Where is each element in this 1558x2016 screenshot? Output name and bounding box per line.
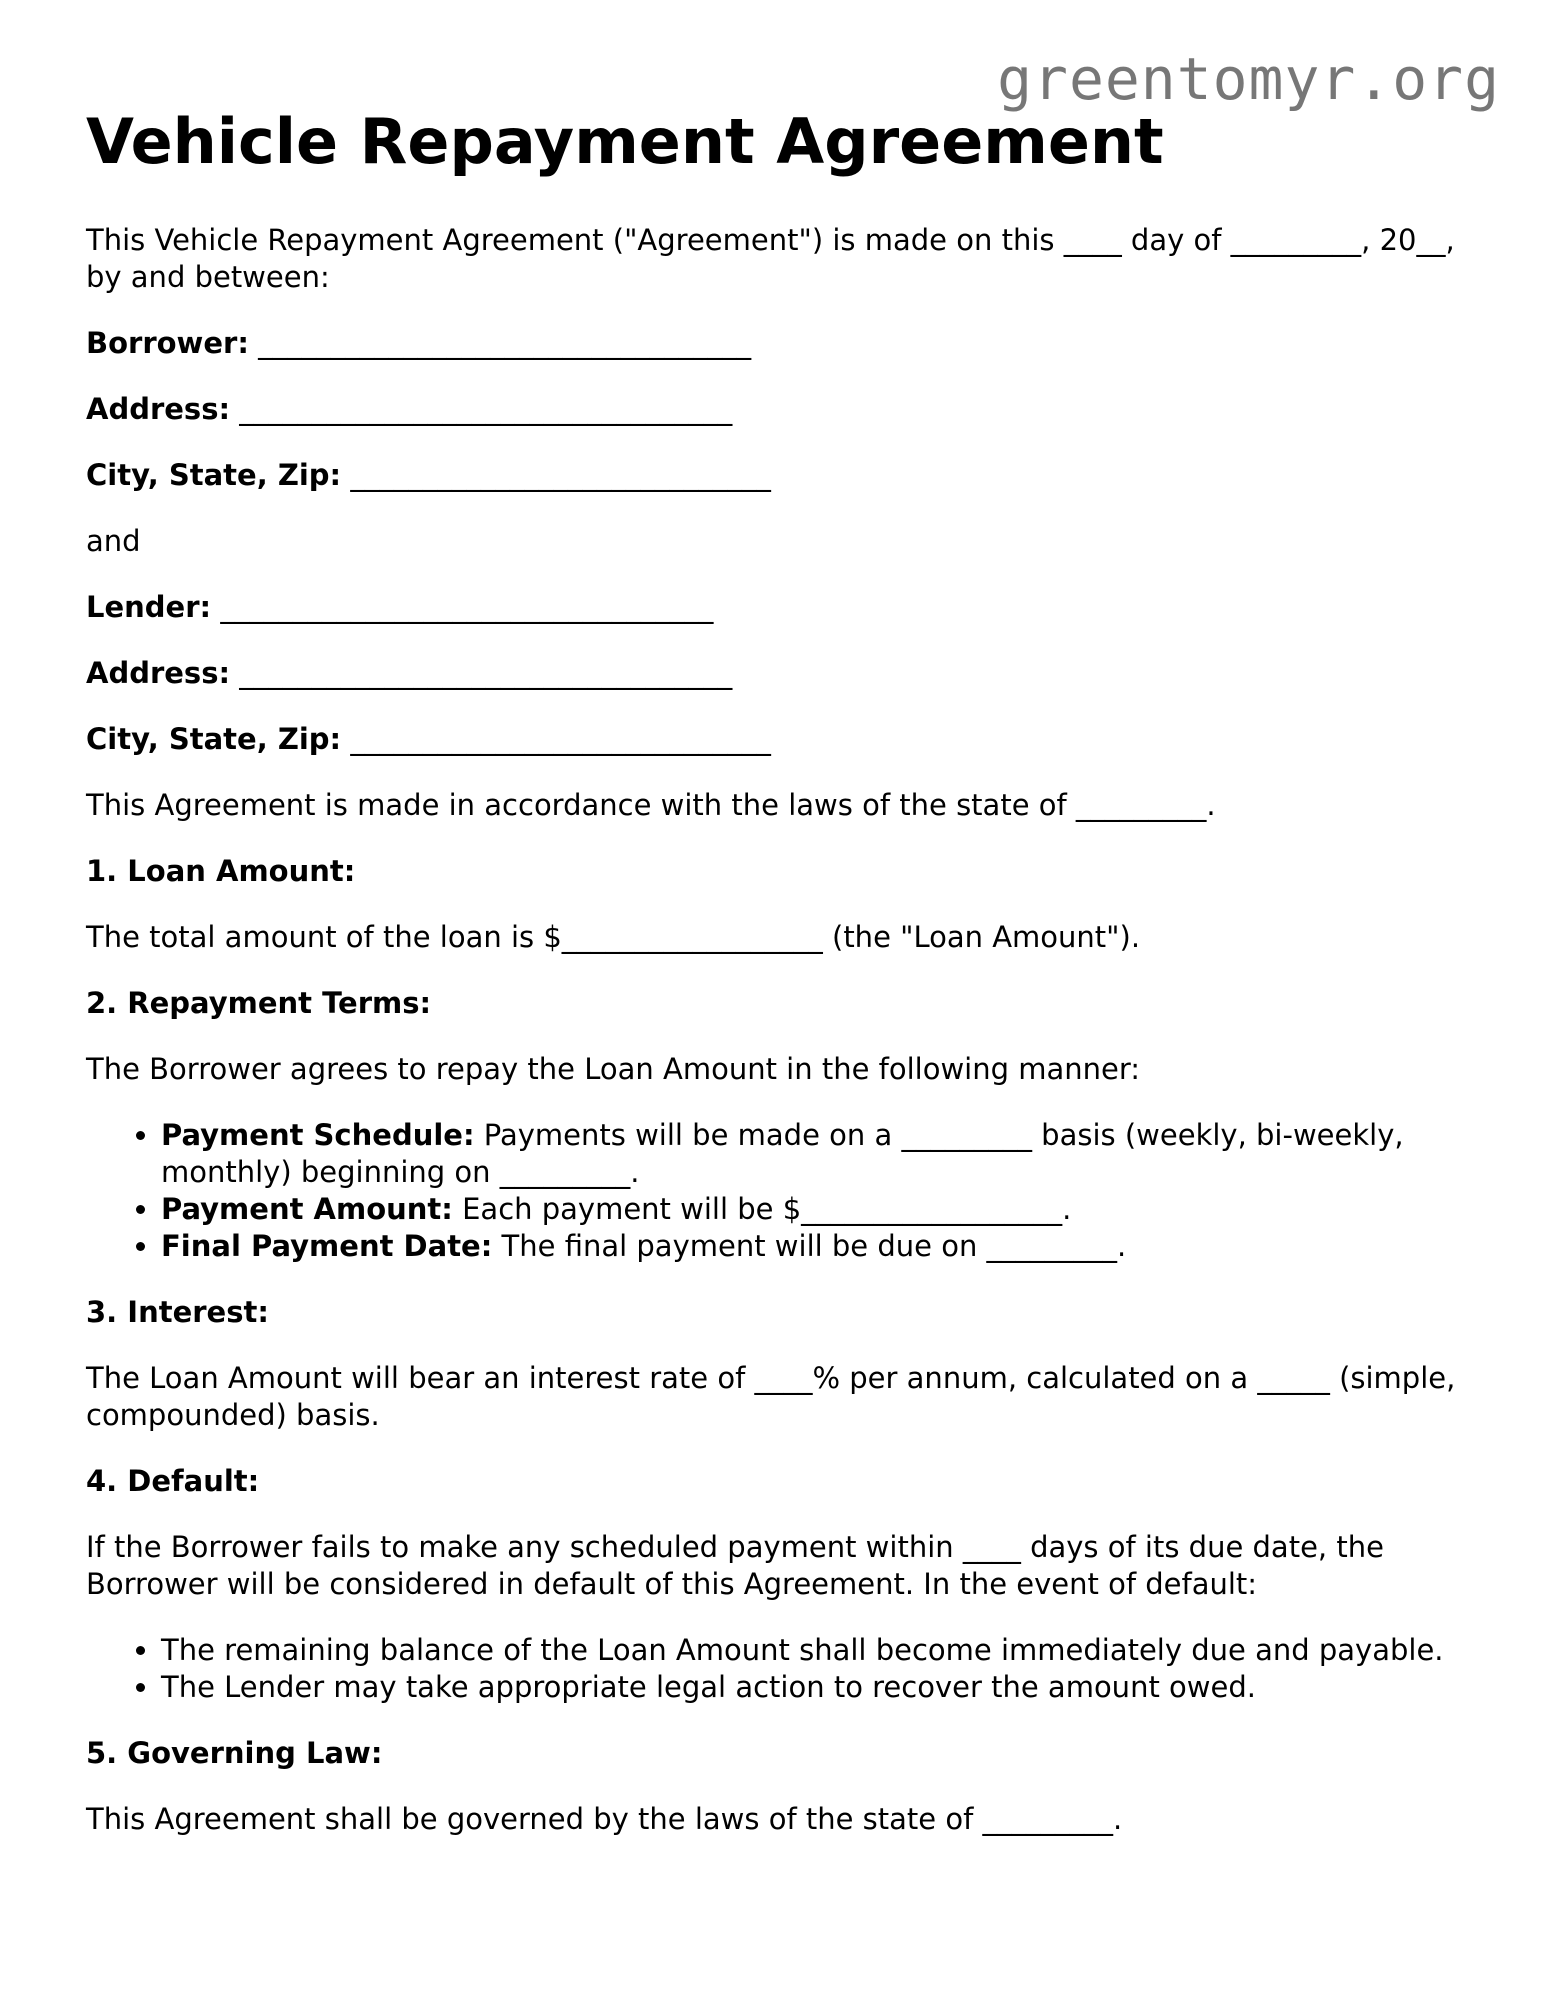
lender-name-blank[interactable]: __________________________________ xyxy=(220,590,714,624)
default-list xyxy=(86,1632,1486,1706)
section-loan-heading: 1. Loan Amount: xyxy=(86,854,356,888)
lender-address-blank[interactable]: __________________________________ xyxy=(239,656,733,690)
section-interest-text: The Loan Amount will bear an interest rate of ____% per annum, calculated on a _____ (simple, compounded) basis. xyxy=(86,1361,1456,1432)
payment-amount-text: Each payment will be $__________________. xyxy=(452,1192,1072,1226)
intro-paragraph: This Vehicle Repayment Agreement ("Agreement") is made on this ____ day of _________, 20__, by and between: xyxy=(86,223,1455,294)
lender-city-label: City, State, Zip: xyxy=(86,722,342,756)
borrower-name-blank[interactable]: __________________________________ xyxy=(258,326,752,360)
section-law-heading: 5. Governing Law: xyxy=(86,1736,383,1770)
section-loan-text: The total amount of the loan is $__________________ (the "Loan Amount"). xyxy=(86,920,1141,954)
list-item xyxy=(161,1191,1486,1228)
section-repayment-text: The Borrower agrees to repay the Loan Amount in the following manner: xyxy=(86,1052,1141,1086)
document-title: Vehicle Repayment Agreement xyxy=(86,105,1164,178)
section-repayment-heading: 2. Repayment Terms: xyxy=(86,986,432,1020)
list-item xyxy=(161,1228,1486,1265)
and-text: and xyxy=(86,524,141,558)
borrower-address-blank[interactable]: __________________________________ xyxy=(239,392,733,426)
lender-name-field xyxy=(86,589,1486,626)
borrower-city-field xyxy=(86,457,1486,494)
section-law-text: This Agreement shall be governed by the laws of the state of _________. xyxy=(86,1802,1123,1836)
list-item: • The remaining balance of the Loan Amount shall become immediately due and payable. xyxy=(161,1632,1486,1669)
borrower-address-label: Address: xyxy=(86,392,231,426)
payment-schedule-text: Payments will be made on a _________ basis (weekly, bi-weekly, monthly) beginning on _________. xyxy=(161,1118,1404,1189)
section-default-heading: 4. Default: xyxy=(86,1464,260,1498)
list-item: • The Lender may take appropriate legal action to recover the amount owed. xyxy=(161,1669,1486,1706)
lender-city-blank[interactable]: _____________________________ xyxy=(350,722,771,756)
lender-name-label: Lender: xyxy=(86,590,212,624)
final-payment-label: Final Payment Date: xyxy=(161,1229,493,1263)
watermark: greentomyr.org xyxy=(997,45,1500,113)
payment-amount-label: Payment Amount: xyxy=(161,1192,453,1226)
borrower-city-blank[interactable]: _____________________________ xyxy=(350,458,771,492)
lender-address-field xyxy=(86,655,1486,692)
lender-address-label: Address: xyxy=(86,656,231,690)
borrower-name-label: Borrower: xyxy=(86,326,249,360)
document-body xyxy=(86,222,1486,1867)
repayment-list xyxy=(86,1117,1486,1265)
borrower-address-field xyxy=(86,391,1486,428)
accordance-paragraph: This Agreement is made in accordance with the laws of the state of _________. xyxy=(86,788,1216,822)
section-default-text: If the Borrower fails to make any scheduled payment within ____ days of its due date, the Borrower will be considered in default of this Agreement. In the event of default: xyxy=(86,1530,1384,1601)
section-interest-heading: 3. Interest: xyxy=(86,1295,269,1329)
borrower-city-label: City, State, Zip: xyxy=(86,458,342,492)
final-payment-text: The final payment will be due on _________. xyxy=(492,1229,1127,1263)
borrower-name-field xyxy=(86,325,1486,362)
payment-schedule-label: Payment Schedule: xyxy=(161,1118,475,1152)
list-item xyxy=(161,1117,1486,1191)
lender-city-field xyxy=(86,721,1486,758)
